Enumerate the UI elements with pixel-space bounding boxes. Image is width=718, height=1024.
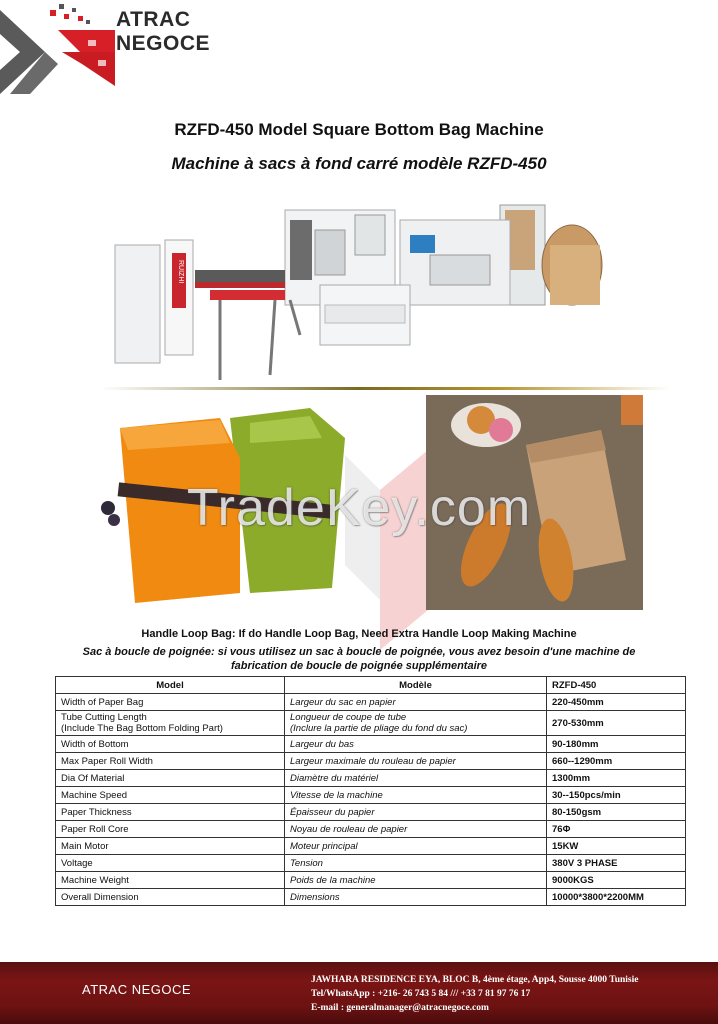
cell-value: 90-180mm bbox=[547, 736, 686, 753]
cell-fr: Tension bbox=[285, 855, 547, 872]
footer-address: JAWHARA RESIDENCE EYA, BLOC B, 4ème étage, App4, Sousse 4000 Tunisie bbox=[311, 975, 639, 985]
cell-en: Width of Paper Bag bbox=[56, 694, 285, 711]
cell-en: Machine Speed bbox=[56, 787, 285, 804]
cell-fr: Épaisseur du papier bbox=[285, 804, 547, 821]
cell-en: Machine Weight bbox=[56, 872, 285, 889]
table-header-row bbox=[56, 677, 686, 694]
handle-note-english: Handle Loop Bag: If do Handle Loop Bag, Need Extra Handle Loop Making Machine bbox=[141, 628, 577, 640]
table-row bbox=[56, 821, 686, 838]
watermark-text: TradeKey.com bbox=[186, 479, 532, 537]
cell-en-line1: Tube Cutting Length bbox=[61, 712, 147, 723]
cell-value: 270-530mm bbox=[547, 711, 686, 736]
handle-note-french-line2: fabrication de boucle de poignée supplémentaire bbox=[230, 660, 488, 672]
cell-value: 660--1290mm bbox=[547, 753, 686, 770]
page-title-french: Machine à sacs à fond carré modèle RZFD-450 bbox=[171, 154, 547, 173]
cell-en: Dia Of Material bbox=[56, 770, 285, 787]
footer-email: E-mail : generalmanager@atracnegoce.com bbox=[311, 1003, 489, 1013]
cell-value: 76Φ bbox=[547, 821, 686, 838]
cell-value: 80-150gsm bbox=[547, 804, 686, 821]
cell-fr: Vitesse de la machine bbox=[285, 787, 547, 804]
table-row bbox=[56, 838, 686, 855]
table-row bbox=[56, 694, 686, 711]
company-logo bbox=[0, 0, 240, 105]
cell-en: Paper Thickness bbox=[56, 804, 285, 821]
cell-en-line2: (Include The Bag Bottom Folding Part) bbox=[61, 723, 223, 734]
cell-fr: Largeur du sac en papier bbox=[285, 694, 547, 711]
cell-en: Overall Dimension bbox=[56, 889, 285, 906]
cell-en: Main Motor bbox=[56, 838, 285, 855]
footer-phone: Tel/WhatsApp : +216- 26 743 5 84 /// +33 7 81 97 76 17 bbox=[311, 989, 531, 999]
header-model: Model bbox=[56, 677, 285, 694]
section-divider bbox=[100, 387, 670, 390]
table-row bbox=[56, 787, 686, 804]
cell-value: 9000KGS bbox=[547, 872, 686, 889]
cell-fr bbox=[285, 711, 547, 736]
handle-note-french-line1: Sac à boucle de poignée: si vous utilisez un sac à boucle de poignée, vous avez besoin d'une machine de bbox=[82, 646, 636, 658]
cell-en: Max Paper Roll Width bbox=[56, 753, 285, 770]
table-row bbox=[56, 711, 686, 736]
machine-brand-label: RUIZHI bbox=[177, 260, 184, 284]
table-row bbox=[56, 855, 686, 872]
cell-en: Voltage bbox=[56, 855, 285, 872]
cell-fr-line2: (Inclure la partie de pliage du fond du sac) bbox=[290, 723, 468, 734]
cell-fr: Poids de la machine bbox=[285, 872, 547, 889]
cell-fr: Moteur principal bbox=[285, 838, 547, 855]
logo-text: ATRAC NEGOCE bbox=[116, 8, 211, 55]
cell-en: Paper Roll Core bbox=[56, 821, 285, 838]
cell-fr: Noyau de rouleau de papier bbox=[285, 821, 547, 838]
footer-brand: ATRAC NEGOCE bbox=[82, 982, 192, 997]
spec-table bbox=[55, 676, 686, 906]
cell-fr-line1: Longueur de coupe de tube bbox=[290, 712, 407, 723]
cell-fr: Diamètre du matériel bbox=[285, 770, 547, 787]
cell-value: 10000*3800*2200MM bbox=[547, 889, 686, 906]
table-row bbox=[56, 872, 686, 889]
cell-en bbox=[56, 711, 285, 736]
cell-fr: Dimensions bbox=[285, 889, 547, 906]
table-row bbox=[56, 770, 686, 787]
footer-bar bbox=[0, 962, 718, 1024]
table-row bbox=[56, 889, 686, 906]
cell-en: Width of Bottom bbox=[56, 736, 285, 753]
header-modele: Modèle bbox=[285, 677, 547, 694]
handle-note-french bbox=[50, 645, 668, 673]
cell-fr: Largeur du bas bbox=[285, 736, 547, 753]
page-title: RZFD-450 Model Square Bottom Bag Machine bbox=[174, 120, 544, 139]
header-rzfd: RZFD-450 bbox=[547, 677, 686, 694]
footer-contact bbox=[311, 973, 638, 1015]
cell-fr: Largeur maximale du rouleau de papier bbox=[285, 753, 547, 770]
table-row bbox=[56, 736, 686, 753]
cell-value: 15KW bbox=[547, 838, 686, 855]
cell-value: 380V 3 PHASE bbox=[547, 855, 686, 872]
cell-value: 30--150pcs/min bbox=[547, 787, 686, 804]
machine-image bbox=[110, 195, 620, 385]
cell-value: 1300mm bbox=[547, 770, 686, 787]
table-row bbox=[56, 804, 686, 821]
cell-value: 220-450mm bbox=[547, 694, 686, 711]
table-row bbox=[56, 753, 686, 770]
